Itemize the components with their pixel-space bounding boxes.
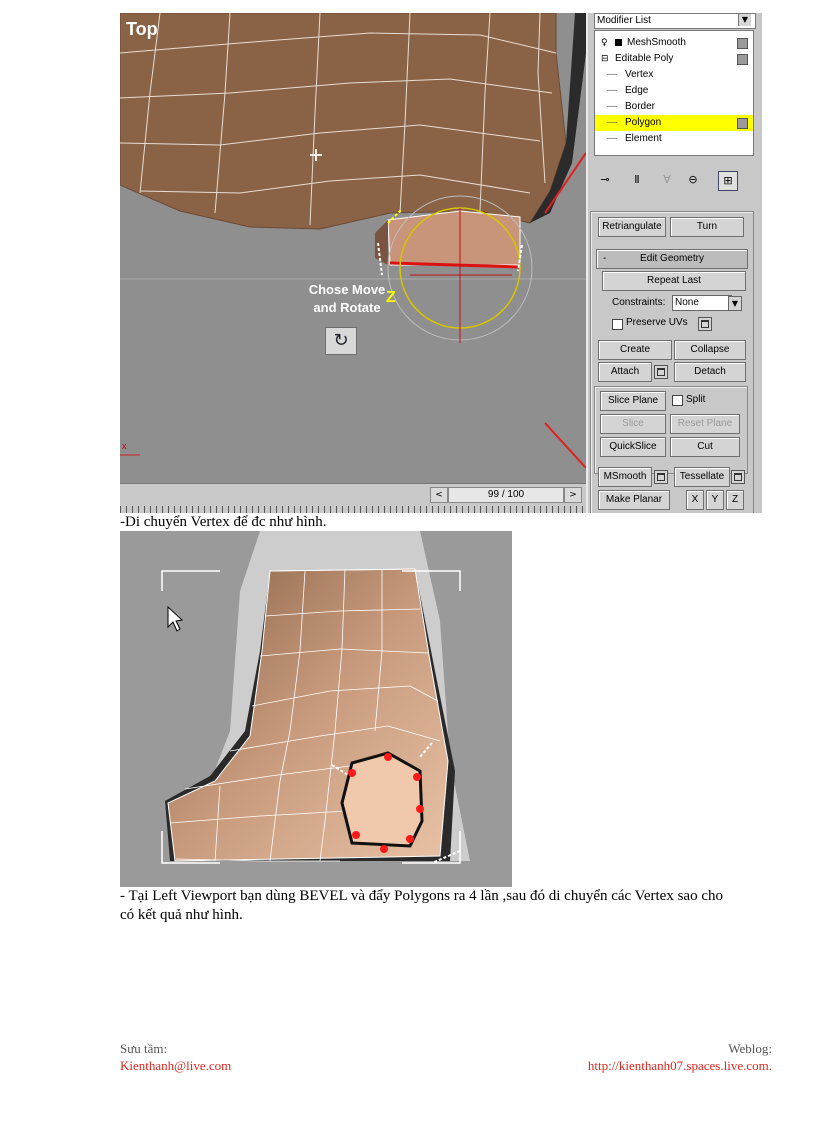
time-next-button[interactable]: >	[564, 487, 582, 503]
edit-geometry-rollout-header[interactable]	[596, 249, 748, 269]
collapse-minus-icon[interactable]: ⊟	[601, 54, 609, 64]
config-square-icon	[737, 54, 748, 65]
stack-item-label: Element	[625, 133, 662, 144]
hint-line2: and Rotate	[313, 300, 381, 315]
attach-list-icon[interactable]	[654, 365, 668, 379]
align-y-button[interactable]: Y	[706, 490, 724, 510]
cut-button[interactable]: Cut	[670, 437, 740, 457]
stack-item-border[interactable]: ― Border	[595, 99, 753, 115]
msmooth-settings-icon[interactable]	[654, 470, 668, 484]
caption-bevel-line1: - Tại Left Viewport bạn dùng BEVEL và đẩy Polygons ra 4 lần ,sau đó di chuyển các Vertex sao cho	[120, 888, 723, 904]
config-square-icon	[737, 38, 748, 49]
footer-email-link[interactable]: Kienthanh@live.com	[120, 1058, 232, 1073]
footer-left	[120, 1040, 231, 1074]
tessellate-settings-icon[interactable]	[731, 470, 745, 484]
mouse-cursor-icon	[168, 607, 182, 631]
hint-line1: Chose Move	[308, 282, 386, 297]
config-square-icon	[737, 118, 748, 129]
stack-item-label: Edge	[625, 85, 649, 96]
stack-item-edge[interactable]: ― Edge	[595, 83, 753, 99]
quickslice-button[interactable]: QuickSlice	[600, 437, 666, 457]
viewport-scene	[120, 13, 586, 483]
stack-item-label: Border	[625, 101, 656, 112]
stack-item-element[interactable]: ― Element	[595, 131, 753, 147]
max-screenshot-edit-poly	[120, 13, 762, 513]
hint-axis-z: Z	[386, 289, 396, 306]
time-prev-button[interactable]: <	[430, 487, 448, 503]
detach-button[interactable]: Detach	[674, 362, 746, 382]
show-end-result-icon[interactable]: Ⅱ	[634, 173, 640, 186]
time-slider[interactable]: 99 / 100	[448, 487, 564, 503]
rollout-title: Edit Geometry	[640, 253, 704, 264]
boot-mesh-scene	[120, 531, 512, 887]
stack-item-polygon[interactable]: ― Polygon	[595, 115, 753, 131]
attach-button[interactable]: Attach	[598, 362, 652, 382]
pointer-arrow-makeplanar	[545, 423, 586, 468]
footer-right	[588, 1040, 772, 1074]
stack-item-label: Polygon	[625, 117, 662, 128]
collapse-button[interactable]: Collapse	[674, 340, 746, 360]
slice-plane-button[interactable]: Slice Plane	[600, 391, 666, 411]
caption-bevel	[120, 887, 723, 925]
preserve-uvs-label: Preserve UVs	[626, 317, 688, 328]
modifier-stack	[594, 30, 754, 156]
constraints-label: Constraints:	[612, 297, 666, 308]
chevron-down-icon[interactable]: ▼	[728, 296, 742, 311]
align-z-button[interactable]: Z	[726, 490, 744, 510]
stack-item-meshsmooth[interactable]	[595, 35, 753, 51]
footer-weblog-link[interactable]: http://kienthanh07.spaces.live.com.	[587, 1058, 772, 1073]
msmooth-button[interactable]: MSmooth	[598, 467, 652, 487]
extrude-side	[375, 220, 388, 265]
rotate-icon[interactable]: ↻	[325, 327, 357, 355]
modifier-list-dropdown[interactable]: Modifier List	[594, 13, 756, 29]
reset-plane-button[interactable]: Reset Plane	[670, 414, 740, 434]
stack-item-editable-poly[interactable]	[595, 51, 753, 67]
timeline-ticks	[120, 506, 586, 513]
caption-bevel-line2: có kết quả như hình.	[120, 907, 243, 923]
tessellate-button[interactable]: Tessellate	[674, 467, 730, 487]
boot-mesh	[120, 13, 566, 229]
lightbulb-icon: ♀	[601, 38, 608, 48]
split-label: Split	[686, 394, 706, 405]
boot-mesh-screenshot	[120, 531, 512, 887]
remove-modifier-icon[interactable]: ⊖	[688, 173, 698, 186]
slice-button[interactable]: Slice	[600, 414, 666, 434]
split-checkbox[interactable]	[672, 395, 683, 406]
make-planar-button[interactable]: Make Planar	[598, 490, 670, 510]
footer-weblog-label: Weblog:	[728, 1041, 772, 1056]
preserve-uvs-checkbox[interactable]	[612, 319, 623, 330]
settings-icon[interactable]	[698, 317, 712, 331]
configure-sets-icon[interactable]: ⊞	[718, 171, 738, 191]
stack-item-label: Editable Poly	[615, 53, 674, 64]
constraints-dropdown[interactable]: None	[672, 295, 732, 311]
axis-x-label: x	[122, 441, 127, 451]
footer-source-label: Sưu tầm:	[120, 1041, 168, 1056]
stack-item-label: Vertex	[625, 69, 654, 80]
stack-item-label: MeshSmooth	[627, 37, 686, 48]
stack-item-vertex[interactable]: ― Vertex	[595, 67, 753, 83]
make-unique-icon[interactable]: ∀	[663, 173, 671, 186]
modifier-on-icon	[615, 39, 622, 46]
viewport-label: Top	[126, 19, 158, 39]
rollout-collapse-icon: -	[603, 253, 607, 264]
repeat-last-button[interactable]: Repeat Last	[602, 271, 746, 291]
command-panel	[586, 13, 762, 513]
pin-stack-icon[interactable]: ⊸	[600, 173, 610, 186]
top-viewport[interactable]	[120, 13, 586, 483]
create-button[interactable]: Create	[598, 340, 672, 360]
align-x-button[interactable]: X	[686, 490, 704, 510]
retriangulate-button[interactable]: Retriangulate	[598, 217, 666, 237]
chevron-down-icon[interactable]: ▼	[738, 14, 751, 26]
caption-move-vertex: -Di chuyển Vertex để đc như hình.	[120, 514, 327, 530]
turn-button[interactable]: Turn	[670, 217, 744, 237]
